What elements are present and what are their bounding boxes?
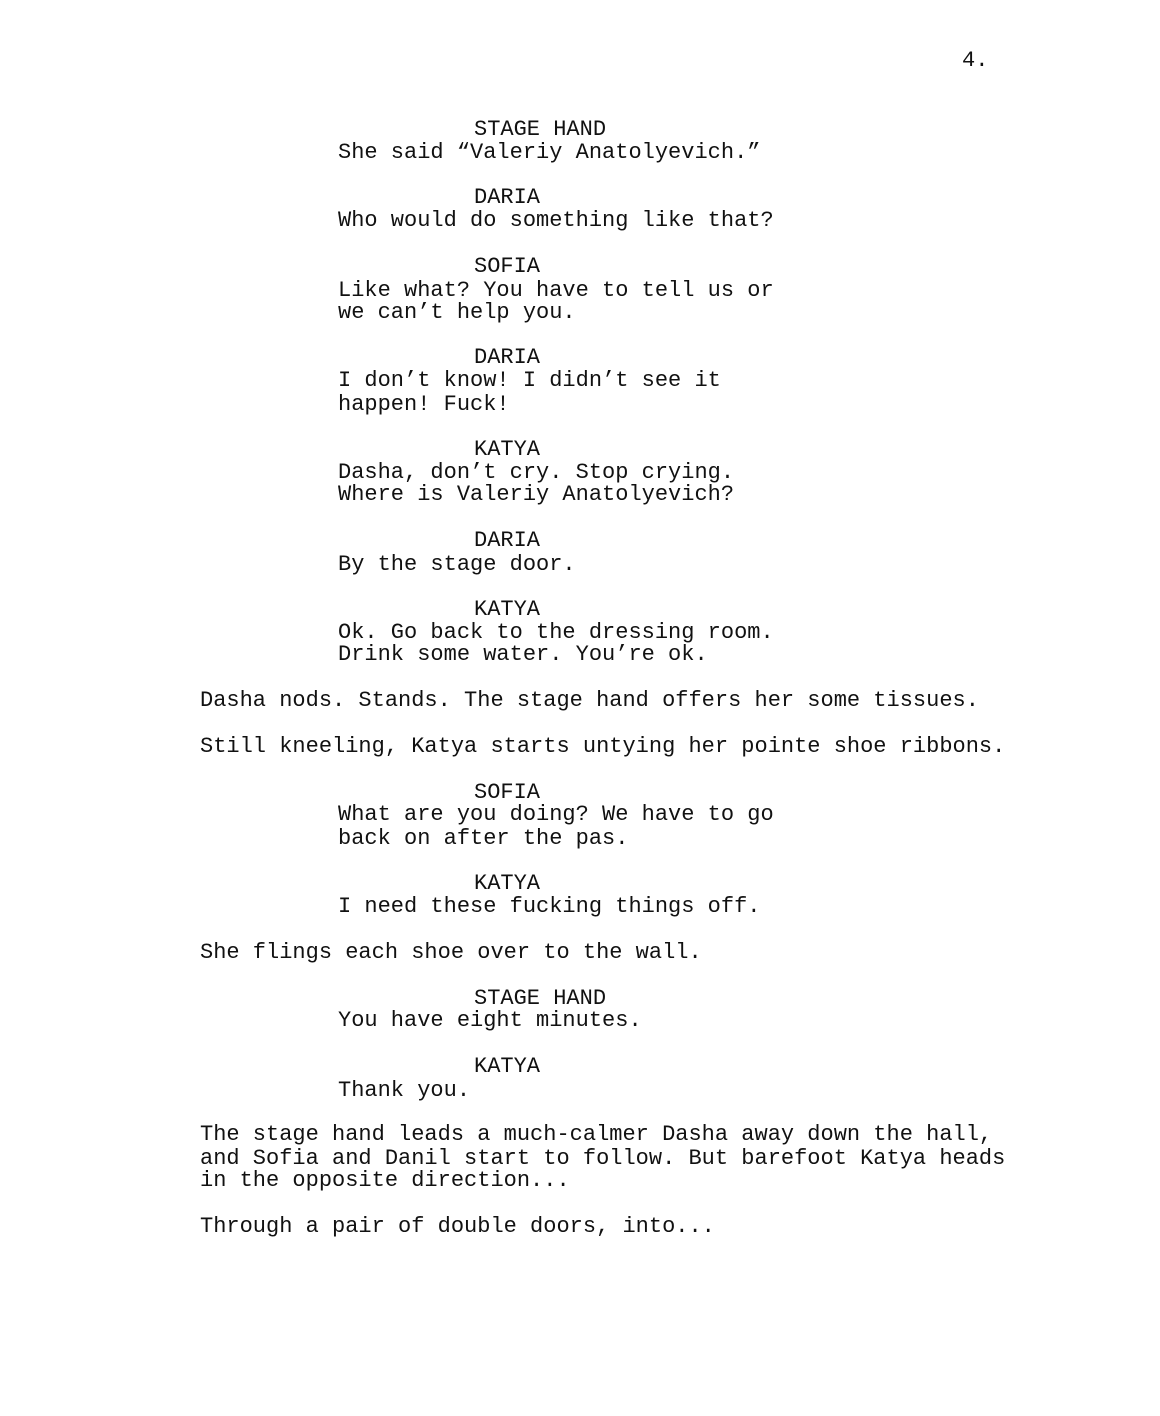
page-number: 4. — [962, 48, 989, 73]
action-line: She flings each shoe over to the wall. — [200, 940, 702, 965]
character-cue: STAGE HAND — [474, 117, 607, 142]
dialogue-line: You have eight minutes. — [338, 1008, 642, 1033]
dialogue-line: Drink some water. You’re ok. — [338, 642, 708, 667]
action-line: in the opposite direction... — [200, 1168, 570, 1193]
dialogue-line: Ok. Go back to the dressing room. — [338, 620, 774, 645]
character-cue: KATYA — [474, 1054, 541, 1079]
action-line: Through a pair of double doors, into... — [200, 1214, 715, 1239]
dialogue-line: What are you doing? We have to go — [338, 802, 774, 827]
action-line: The stage hand leads a much-calmer Dasha away down the hall, — [200, 1122, 993, 1147]
character-cue: DARIA — [474, 345, 541, 370]
dialogue-line: I don’t know! I didn’t see it — [338, 368, 721, 393]
action-line: Still kneeling, Katya starts untying her pointe shoe ribbons. — [200, 734, 1006, 759]
action-line: Dasha nods. Stands. The stage hand offers her some tissues. — [200, 688, 979, 713]
character-cue: SOFIA — [474, 254, 541, 279]
character-cue: DARIA — [474, 185, 541, 210]
character-cue: KATYA — [474, 871, 541, 896]
dialogue-line: She said “Valeriy Anatolyevich.” — [338, 140, 761, 165]
dialogue-line: Dasha, don’t cry. Stop crying. — [338, 460, 735, 485]
character-cue: KATYA — [474, 437, 541, 462]
dialogue-line: Who would do something like that? — [338, 208, 774, 233]
action-line: and Sofia and Danil start to follow. But barefoot Katya heads — [200, 1146, 1006, 1171]
dialogue-line: happen! Fuck! — [338, 392, 510, 417]
dialogue-line: Thank you. — [338, 1078, 471, 1103]
dialogue-line: Where is Valeriy Anatolyevich? — [338, 482, 735, 507]
dialogue-line: Like what? You have to tell us or — [338, 278, 774, 303]
character-cue: STAGE HAND — [474, 986, 607, 1011]
dialogue-line: we can’t help you. — [338, 300, 576, 325]
dialogue-line: I need these fucking things off. — [338, 894, 761, 919]
character-cue: SOFIA — [474, 780, 541, 805]
dialogue-line: back on after the pas. — [338, 826, 629, 851]
character-cue: DARIA — [474, 528, 541, 553]
dialogue-line: By the stage door. — [338, 552, 576, 577]
character-cue: KATYA — [474, 597, 541, 622]
